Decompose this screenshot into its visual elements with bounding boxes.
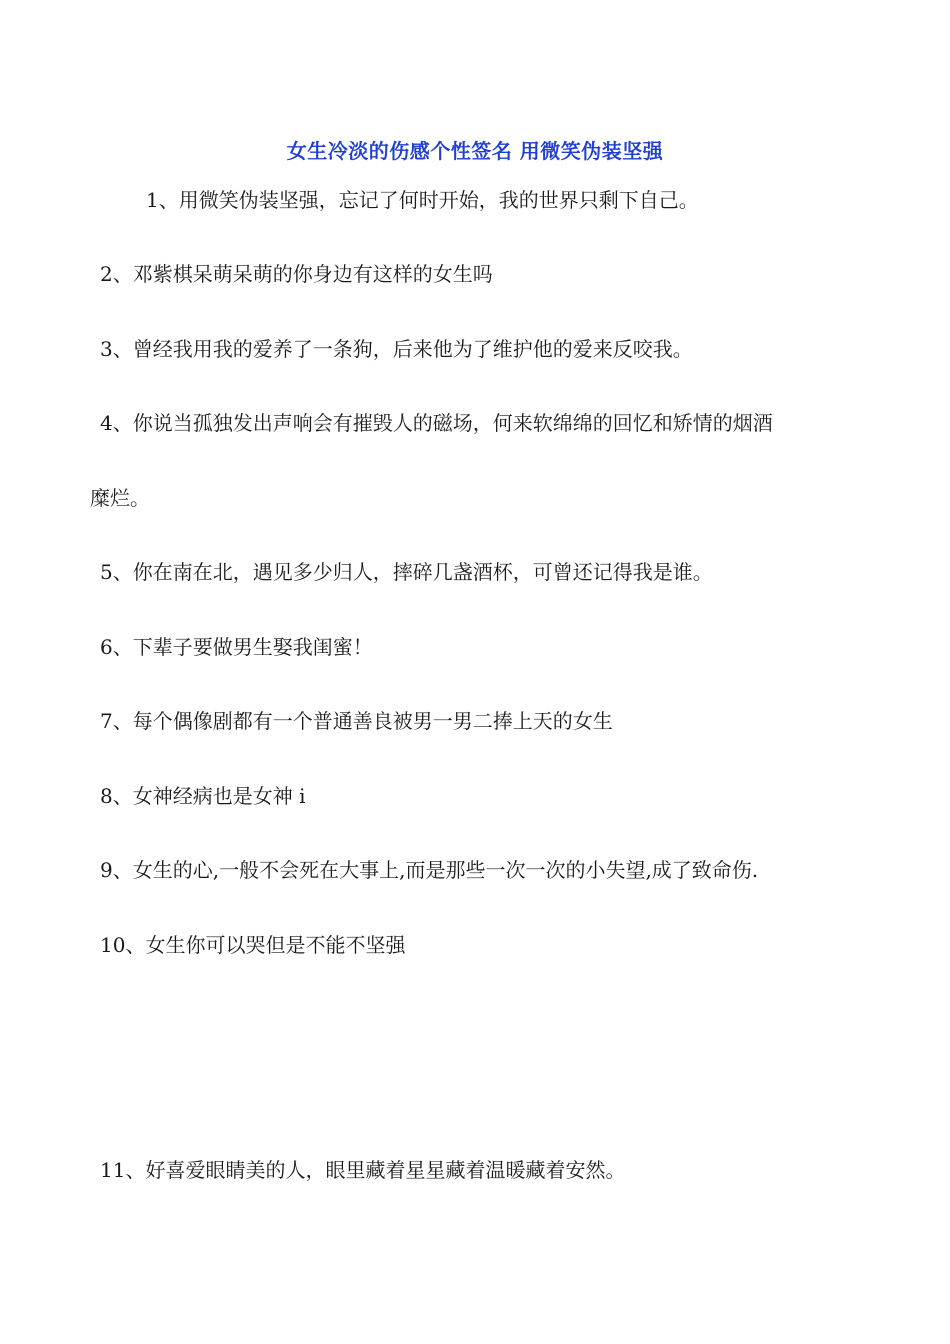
signature-line-10: 10、女生你可以哭但是不能不坚强 (100, 933, 406, 957)
signature-line-5: 5、你在南在北，遇见多少归人，摔碎几盏酒杯，可曾还记得我是谁。 (100, 560, 713, 584)
signature-line-11: 11、好喜爱眼睛美的人，眼里藏着星星藏着温暖藏着安然。 (100, 1158, 626, 1182)
signature-line-7: 7、每个偶像剧都有一个普通善良被男一男二捧上天的女生 (100, 709, 613, 733)
signature-line-4: 4、你说当孤独发出声响会有摧毁人的磁场，何来软绵绵的回忆和矫情的烟酒 (100, 411, 773, 435)
signature-line-1: 1、用微笑伪装坚强，忘记了何时开始，我的世界只剩下自己。 (146, 188, 699, 212)
signature-line-4-continued: 糜烂。 (90, 486, 150, 510)
document-title: 女生冷淡的伤感个性签名 用微笑伪装坚强 (286, 139, 664, 163)
signature-line-3: 3、曾经我用我的爱养了一条狗，后来他为了维护他的爱来反咬我。 (100, 337, 693, 361)
signature-line-6: 6、下辈子要做男生娶我闺蜜！ (100, 635, 373, 659)
signature-line-8: 8、女神经病也是女神 i (100, 784, 306, 808)
signature-line-2: 2、邓紫棋呆萌呆萌的你身边有这样的女生吗 (100, 262, 493, 286)
signature-line-9: 9、女生的心,一般不会死在大事上,而是那些一次一次的小失望,成了致命伤. (100, 858, 759, 882)
